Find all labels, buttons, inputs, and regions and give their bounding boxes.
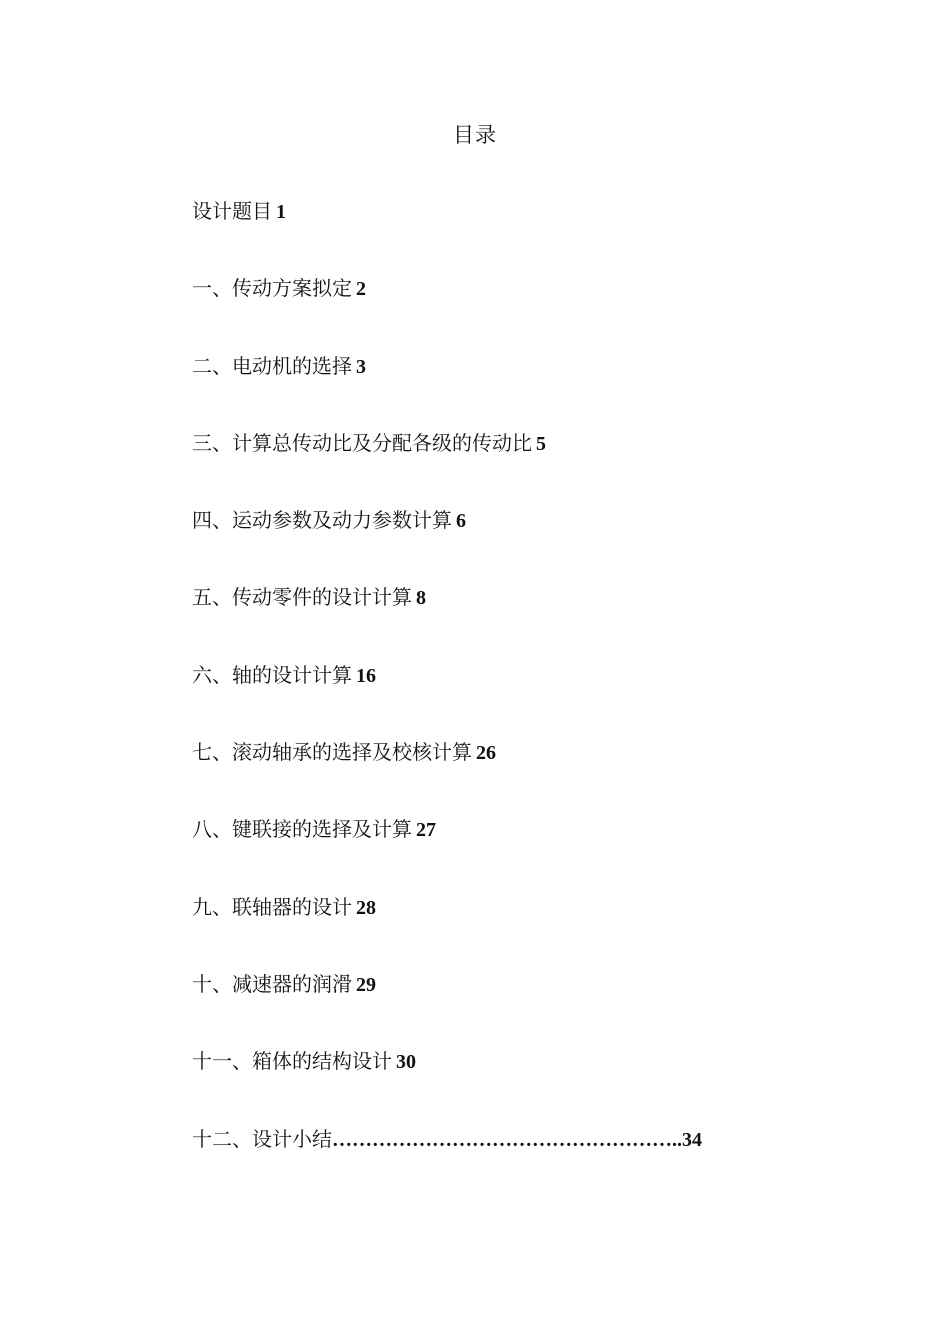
toc-title: 目录 <box>453 123 497 147</box>
toc-entry-page-number: 16 <box>356 664 376 687</box>
toc-entry-label: 四、运动参数及动力参数计算 <box>192 508 452 533</box>
toc-entry-label: 九、联轴器的设计 <box>192 894 352 919</box>
toc-entry-page-number: 30 <box>396 1051 416 1074</box>
toc-entry-page-number: 5 <box>536 432 546 455</box>
toc-entry <box>192 583 702 660</box>
toc-entry-label: 五、传动零件的设计计算 <box>192 585 412 610</box>
toc-entry-label: 八、键联接的选择及计算 <box>192 817 412 842</box>
toc-entry <box>192 893 702 970</box>
toc-entry-label: 设计题目 <box>192 199 272 223</box>
toc-entry-label: 七、滚动轴承的选择及校核计算 <box>192 740 472 765</box>
toc-entry-label: 三、计算总传动比及分配各级的传动比 <box>192 430 532 455</box>
toc-entry <box>192 197 702 274</box>
toc-list <box>192 197 702 1202</box>
toc-entry-page-number: 1 <box>276 201 286 223</box>
toc-dot-leader: …………………………………………….. <box>332 1128 682 1151</box>
toc-entry-label: 一、传动方案拟定 <box>192 276 352 301</box>
toc-entry-page-number: 2 <box>356 278 366 301</box>
toc-entry-page-number: 26 <box>476 742 496 765</box>
toc-entry-page-number: 29 <box>356 973 376 996</box>
toc-entry-label: 十二、设计小结 <box>192 1126 332 1151</box>
toc-entry-label: 二、电动机的选择 <box>192 353 352 378</box>
toc-entry-page-number: 27 <box>416 819 436 842</box>
toc-entry <box>192 352 702 429</box>
toc-entry <box>192 1125 702 1202</box>
toc-entry-page-number: 3 <box>356 355 366 378</box>
toc-entry-page-number: 6 <box>456 510 466 533</box>
toc-entry <box>192 274 702 351</box>
toc-entry <box>192 1047 702 1124</box>
toc-entry <box>192 429 702 506</box>
toc-entry <box>192 661 702 738</box>
toc-entry <box>192 738 702 815</box>
toc-entry <box>192 815 702 892</box>
toc-entry-page-number: 34 <box>682 1128 702 1151</box>
toc-entry <box>192 506 702 583</box>
toc-entry-label: 十、减速器的润滑 <box>192 971 352 996</box>
toc-entry <box>192 970 702 1047</box>
toc-entry-page-number: 8 <box>416 587 426 610</box>
toc-entry-page-number: 28 <box>356 896 376 919</box>
toc-entry-label: 十一、箱体的结构设计 <box>192 1049 392 1074</box>
toc-entry-label: 六、轴的设计计算 <box>192 662 352 687</box>
